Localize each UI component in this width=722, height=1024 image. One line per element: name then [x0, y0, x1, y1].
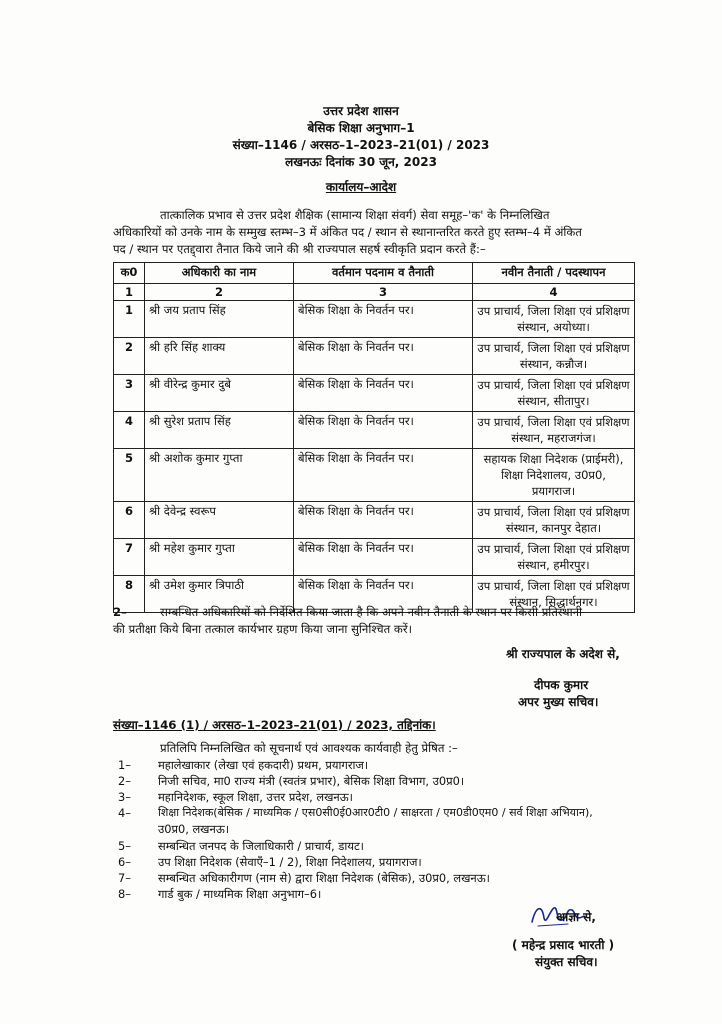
row-new: उप प्राचार्य, जिला शिक्षा एवं प्रशिक्षण संस्थान, महराजगंज।	[473, 412, 635, 449]
signatory-designation: अपर मुख्य सचिव।	[518, 695, 599, 709]
row-name: श्री अशोक कुमार गुप्ता	[145, 449, 294, 502]
order-date: लखनऊः दिनांक 30 जून, 2023	[285, 155, 437, 169]
row-sn: 6	[114, 502, 145, 539]
col-number: 2	[145, 284, 294, 301]
row-name: श्री वीरेन्द्र कुमार दुबे	[145, 375, 294, 412]
para2-number: 2–	[113, 605, 127, 619]
row-name: श्री हरि सिंह शाक्य	[145, 338, 294, 375]
by-order: आज्ञा से,	[556, 910, 596, 924]
table-row	[114, 502, 635, 539]
row-new: सहायक शिक्षा निदेशक (प्राईमरी), शिक्षा निदेशालय, उ0प्र0, प्रयागराज।	[473, 449, 635, 502]
signatory2-name: ( महेन्द्र प्रसाद भारती )	[512, 938, 615, 952]
row-sn: 3	[114, 375, 145, 412]
row-new: उप प्राचार्य, जिला शिक्षा एवं प्रशिक्षण संस्थान, सिद्धार्थनगर।	[473, 576, 635, 613]
row-name: श्री देवेन्द्र स्वरूप	[145, 502, 294, 539]
table-row	[114, 449, 635, 502]
office-order-title: कार्यालय–आदेश	[325, 180, 397, 194]
row-sn: 4	[114, 412, 145, 449]
row-current: बेसिक शिक्षा के निवर्तन पर।	[294, 539, 473, 576]
transfer-table	[113, 262, 635, 613]
order-number: संख्या–1146 / अरसठ–1–2023–21(01) / 2023	[232, 138, 490, 152]
para2-line-1: सम्बन्धित अधिकारियों को निर्देशित किया जाता है कि अपने नवीन तैनाती के स्थान पर किसी प्रतिस्थानी	[160, 605, 583, 619]
col-number: 1	[114, 284, 145, 301]
row-current: बेसिक शिक्षा के निवर्तन पर।	[294, 449, 473, 502]
govt-title: उत्तर प्रदेश शासन	[323, 104, 399, 118]
row-current: बेसिक शिक्षा के निवर्तन पर।	[294, 301, 473, 338]
signatory2-designation: संयुक्त सचिव।	[535, 955, 598, 969]
row-sn: 8	[114, 576, 145, 613]
row-sn: 1	[114, 301, 145, 338]
intro-line-3: पद / स्थान पर एतद्द्वारा तैनात किये जाने की श्री राज्यपाल सहर्ष स्वीकृति प्रदान करते हैं:–	[113, 242, 486, 256]
row-name: श्री सुरेश प्रताप सिंह	[145, 412, 294, 449]
row-current: बेसिक शिक्षा के निवर्तन पर।	[294, 412, 473, 449]
signatory-name: दीपक कुमार	[534, 678, 589, 692]
table-row	[114, 338, 635, 375]
table-row	[114, 301, 635, 338]
row-new: उप प्राचार्य, जिला शिक्षा एवं प्रशिक्षण संस्थान, कानपुर देहात।	[473, 502, 635, 539]
col-number: 3	[294, 284, 473, 301]
intro-line-1: तात्कालिक प्रभाव से उत्तर प्रदेश शैक्षिक (सामान्य शिक्षा संवर्ग) सेवा समूह–'क' के निम्नलिखित	[160, 208, 550, 222]
row-sn: 2	[114, 338, 145, 375]
table-row	[114, 539, 635, 576]
row-sn: 5	[114, 449, 145, 502]
intro-line-2: अधिकारियों को उनके नाम के सम्मुख स्तम्भ–3 में अंकित पद / स्थान से स्थानान्तरित करते हुए स्तम्भ–4 में अंकित	[113, 225, 582, 239]
row-sn: 7	[114, 539, 145, 576]
col-header-current: वर्तमान पदनाम व तैनाती	[294, 263, 473, 284]
row-current: बेसिक शिक्षा के निवर्तन पर।	[294, 375, 473, 412]
copy-intro: प्रतिलिपि निम्नलिखित को सूचनार्थ एवं आवश्यक कार्यवाही हेतु प्रेषित :–	[160, 741, 458, 755]
col-number: 4	[473, 284, 635, 301]
governor-order: श्री राज्यपाल के अदेश से,	[506, 647, 620, 661]
row-current: बेसिक शिक्षा के निवर्तन पर।	[294, 338, 473, 375]
table-row	[114, 375, 635, 412]
col-header-new: नवीन तैनाती / पदस्थापन	[473, 263, 635, 284]
row-name: श्री महेश कुमार गुप्ता	[145, 539, 294, 576]
section-title: बेसिक शिक्षा अनुभाग–1	[307, 121, 415, 135]
para2-line-2: की प्रतीक्षा किये बिना तत्काल कार्यभार ग्रहण किया जाना सुनिश्चित करें।	[113, 622, 412, 636]
row-current: बेसिक शिक्षा के निवर्तन पर।	[294, 576, 473, 613]
row-new: उप प्राचार्य, जिला शिक्षा एवं प्रशिक्षण संस्थान, हमीरपुर।	[473, 539, 635, 576]
document-page: उत्तर प्रदेश शासन बेसिक शिक्षा अनुभाग–1 संख्या–1146 / अरसठ–1–2023–21(01) / 2023 लखनऊः दिनांक 30 जून, 2023 कार्यालय–आदेश तात्कालिक प्रभाव से उत्तर प्रदेश शैक्षिक (सामान्य शिक्षा संवर्ग) सेवा समूह–'क' के निम्नलिखित अधिकारियों को उनके नाम के सम्मुख स्तम्भ–3 में अंकित पद / स्थान से स्थानान्तरित करते हुए स्तम्भ–4 में अंकित पद / स्थान पर एतद्द्वारा तैनात किये जाने की श्री राज्यपाल सहर्ष स्वीकृति प्रदान करते हैं:– क0 अधिकारी का नाम वर्तमान पदनाम व तैनाती नवीन तैनाती / पदस्थापन 1 2 3 4 1 श्री जय प्रताप सिंह बेसिक शिक्षा के निवर्तन पर। उप प्राचार्य, जिला शिक्षा एवं प्रशिक्षण संस्थान, अयोध्या। 2 श्री हरि सिंह शाक्य बेसिक शिक्षा के निवर्तन पर। उप प्राचार्य, जिला शिक्षा एवं प्रशिक्षण संस्थान, कन्नौज। 3 श्री वीरेन्द्र कुमार दुबे बेसिक शिक्षा के निवर्तन पर। उप प्राचार्य, जिला शिक्षा एवं प्रशिक्षण संस्थान, सीतापुर। 4 श्री सुरेश प्रताप सिंह बेसिक शिक्षा के निवर्तन पर। उप प्राचार्य, जिला शिक्षा एवं प्रशिक्षण संस्थान, महराजगंज। 5 श्री अशोक कुमार गुप्ता बेसिक शिक्षा के निवर्तन पर। सहायक शिक्षा निदेशक (प्राईमरी), शिक्षा निदेशालय, उ0प्र0, प्रयागराज। 6 श्री देवेन्द्र स्वरूप बेसिक शिक्षा के निवर्तन पर। उप प्राचार्य, जिला शिक्षा एवं प्रशिक्षण संस्थान, कानपुर देहात। 7 श्री महेश कुमार गुप्ता बेसिक शिक्षा के निवर्तन पर। उप प्राचार्य, जिला शिक्षा एवं प्रशिक्षण संस्थान, हमीरपुर। 8 श्री उमेश कुमार त्रिपाठी बेसिक शिक्षा के निवर्तन पर। उप प्राचार्य, जिला शिक्षा एवं प्रशिक्षण संस्थान, सिद्धार्थनगर। 2– सम्बन्धित अधिकारियों को निर्देशित किया जाता है कि अपने नवीन तैनाती के स्थान पर किसी प्रतिस्थानी की प्रतीक्षा किये बिना तत्काल कार्यभार ग्रहण किया जाना सुनिश्चित करें। श्री राज्यपाल के अदेश से, दीपक कुमार अपर मुख्य सचिव। संख्या–1146 (1) / अरसठ–1–2023–21(01) / 2023, तद्दिनांक। प्रतिलिपि निम्नलिखित को सूचनार्थ एवं आवश्यक कार्यवाही हेतु प्रेषित :– 1– महालेखाकार (लेखा एवं हकदारी) प्रथम, प्रयागराज। 2– निजी सचिव, मा0 राज्य मंत्री (स्वतंत्र प्रभार), बेसिक शिक्षा विभाग, उ0प्र0। 3– महानिदेशक, स्कूल शिक्षा, उत्तर प्रदेश, लखनऊ। 4– शिक्षा निदेशक(बेसिक / माध्यमिक / एस0सी0ई0आर0टी0 / साक्षरता / एम0डी0एम0 / सर्व शिक्षा अभियान), उ0प्र0, लखनऊ। 5– सम्बन्धित जनपद के जिलाधिकारी / प्राचार्य, डायट। 6– उप शिक्षा निदेशक (सेवाएँ–1 / 2), शिक्षा निदेशालय, प्रयागराज। 7– सम्बन्धित अधिकारीगण (नाम से) द्वारा शिक्षा निदेशक (बेसिक), उ0प्र0, लखनऊ। 8– गार्ड बुक / माध्यमिक शिक्षा अनुभाग–6। आज्ञा से, ( महेन्द्र प्रसाद भारती ) संयुक्त सचिव।	[0, 0, 722, 1024]
col-header-sn: क0	[114, 263, 145, 284]
row-name: श्री जय प्रताप सिंह	[145, 301, 294, 338]
row-new: उप प्राचार्य, जिला शिक्षा एवं प्रशिक्षण संस्थान, अयोध्या।	[473, 301, 635, 338]
copy-reference: संख्या–1146 (1) / अरसठ–1–2023–21(01) / 2023, तद्दिनांक।	[113, 718, 436, 732]
row-new: उप प्राचार्य, जिला शिक्षा एवं प्रशिक्षण संस्थान, सीतापुर।	[473, 375, 635, 412]
row-current: बेसिक शिक्षा के निवर्तन पर।	[294, 502, 473, 539]
row-name: श्री उमेश कुमार त्रिपाठी	[145, 576, 294, 613]
col-header-name: अधिकारी का नाम	[145, 263, 294, 284]
table-row	[114, 412, 635, 449]
row-new: उप प्राचार्य, जिला शिक्षा एवं प्रशिक्षण संस्थान, कन्नौज।	[473, 338, 635, 375]
